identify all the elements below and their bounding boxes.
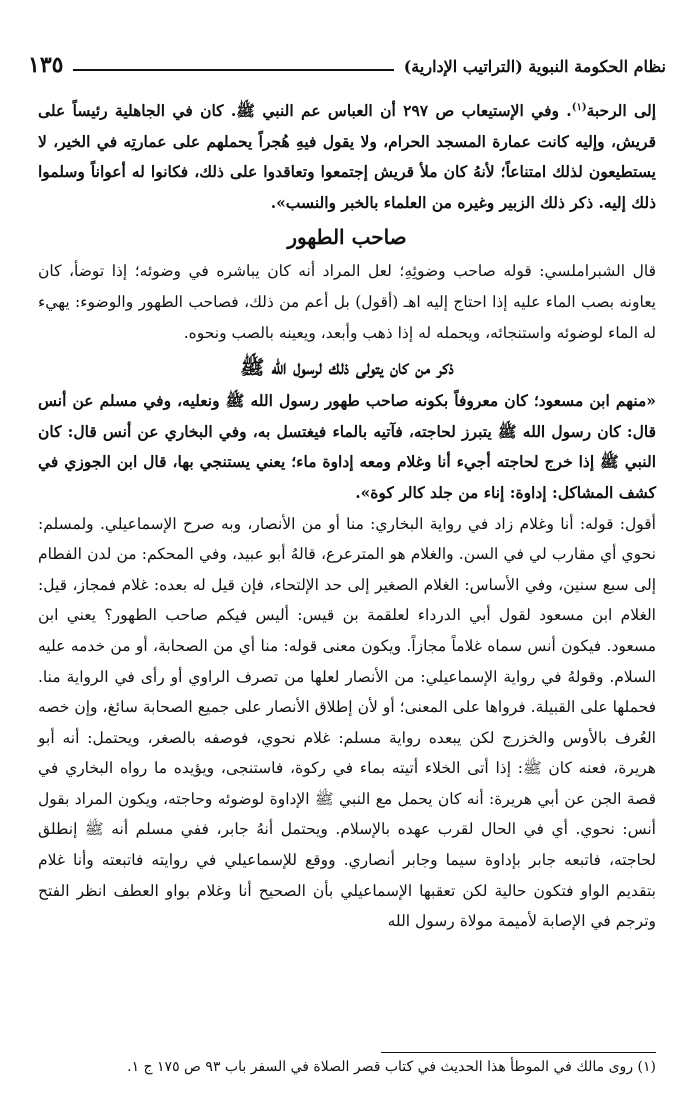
footnote-ref: (١) [571,101,587,113]
intro-paragraph [38,96,656,218]
section-heading-tahur: صاحب الطهور [287,225,407,250]
intro-text: . وفي الإستيعاب ص ٢٩٧ أن العباس عم النبي ﷺ. كان في الجاهلية رئيساً على قريش، وإليه كانت عمارة المسجد الحرام، ولا يقول فيهِ هُجراً يحملهم على عمارتِه في الخير، لا يستطيعون لذلك امتناعاً؛ لأنهُ كان ملأ قريش إجتمعوا وتعاقدوا على ذلك، فكانوا له أعواناً وسلموا ذلك إليه. ذكر ذلك الزبير وغيره من العلماء بالخبر والنسب». [38,101,656,212]
running-title: نظام الحكومة النبوية (التراتيب الإدارية) [403,57,666,76]
commentary-paragraph: أقول: قوله: أنا وغلام زاد في رواية البخاري: منا أو من الأنصار، وبه صرح الإسماعيلي. ولمسلم: نحوي أي مقارب لي في السن. والغلام هو المترعرع، قالهُ أبو عبيد، وفي المحكم: من لدن الفطام إلى سبع سنين، وفي الأساس: الغلام الصغير إلى حد الإلتحاء، فإن قيل له بعده: غلام فمجاز، قيل: الغلام ابن مسعود لقول أبي الدرداء لعلقمة بن قيس: أليس فيكم صاحب الطهور؟ يعني ابن مسعود. فيكون أنس سماه غلاماً مجازاً. ويكون معنى قوله: منا أي من الصحابة، أو من خدمه عليه السلام. وقولهُ في رواية الإسماعيلي: من الأنصار لعلها من تصرف الراوي أو رأى في الرواية منا. فحملها على القبيلة. فرواها على المعنى؛ أو لأن إطلاق الأنصار على جميع الصحابة سائغ، وإن خصه العُرف بالأوس والخزرج لكن يبعده رواية مسلم: غلام نحوي، فوصفه بالصغر، ويحتمل: أنه أبو هريرة، فعنه كان ﷺ: إذا أتى الخلاء أتيته بماء في ركوة، فاستنجى، ويؤيده ما رواه البخاري في قصة الجن عن أبي هريرة: أنه كان يحمل مع النبي ﷺ الإداوة لوضوئه وحاجته، ويكون المراد بقول أنس: نحوي. أي في الحال لقرب عهده بالإسلام. ويحتمل أنهُ جابر، ففي مسلم أنه ﷺ إنطلق لحاجته، فاتبعه جابر بإداوة سيما وجابر أنصاري. ووقع للإسماعيلي في روايته فاتبعته وأنا غلام بتقديم الواو فتكون حالية لكن تعقبها الإسماعيلي بأن الصحيح أنا وغلام بواو العطف انظر الفتح وترجم في الإصابة لأميمة مولاة رسول الله [38,514,656,931]
header-rule [73,69,393,71]
hadith-quote-paragraph: «منهم ابن مسعود؛ كان معروفاً بكونه صاحب طهور رسول الله ﷺ ونعليه، وفي مسلم عن أنس قال: كان رسول الله ﷺ يتبرز لحاجته، فآتيه بالماء فيغتسل به، وفي البخاري عن أنس قال: كان النبي ﷺ إذا خرج لحاجته أجيء أنا وغلام ومعه إداوة ماء؛ يعني يستنجي بها، قال ابن الجوزي في كشف المشاكل: إداوة: إناء من جلد كالر كوة». [38,391,656,502]
footnote: (١) روى مالك في الموطأ هذا الحديث في كتاب قصر الصلاة في السفر باب ٩٣ ص ١٧٥ ج ١. [127,1059,656,1075]
page-number: ١٣٥ [28,52,64,78]
page-header [28,50,666,80]
page-body [38,96,656,937]
section1-paragraph: قال الشبراملسي: قوله صاحب وضوئِهِ؛ لعل المراد أنه كان يباشره في وضوئه؛ إذا توضأ، كان يعاونه بصب الماء عليه إذا احتاج إليه اهـ (أقول) بل أعم من ذلك، فصاحب الطهور والوضوء: يهيء له الماء لوضوئه واستنجائه، ويحمله له إذا ذهب وأبعد، ويعينه بالصب ونحوه. [38,262,656,342]
section-heading-who: ذكر من كان يتولى ذلك لرسول الله ﷺ [240,355,454,380]
footnote-rule [381,1052,656,1053]
intro-lead: إلى الرحبة [586,101,657,120]
